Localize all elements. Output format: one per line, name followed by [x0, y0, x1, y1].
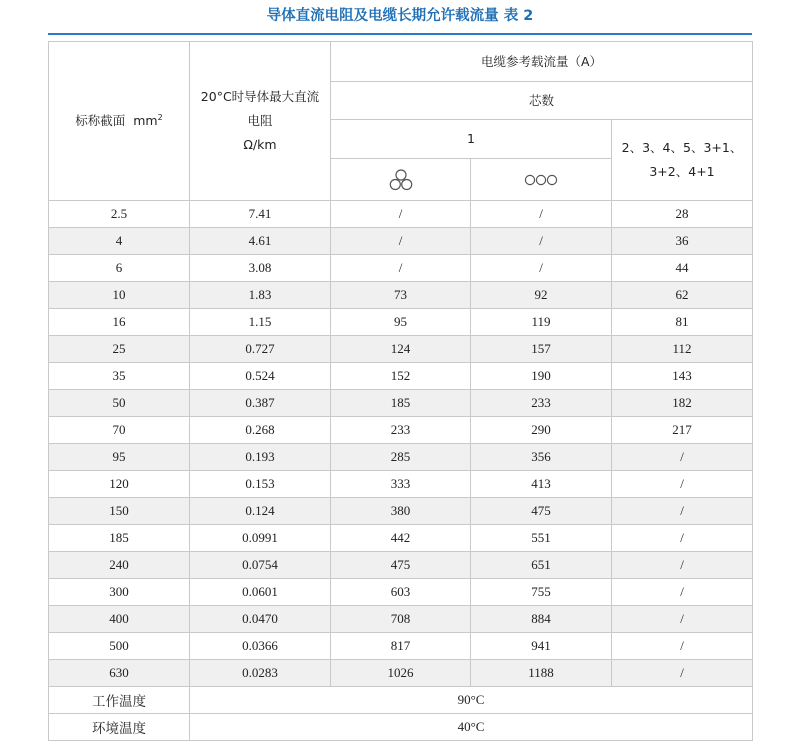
cell-resistance: 1.83: [190, 282, 331, 309]
cell-multi-core-ampacity: /: [612, 444, 753, 471]
cell-trefoil-ampacity: /: [331, 201, 471, 228]
cell-flat-ampacity: 551: [471, 525, 612, 552]
header-nominal-section-unit: mm: [133, 113, 158, 128]
header-single-core: 1: [331, 120, 612, 159]
table-row: [49, 255, 753, 282]
cell-area: 16: [49, 309, 190, 336]
cell-resistance: 3.08: [190, 255, 331, 282]
cell-multi-core-ampacity: 81: [612, 309, 753, 336]
cell-area: 2.5: [49, 201, 190, 228]
table-row: [49, 660, 753, 687]
table-row: [49, 363, 753, 390]
cell-resistance: 4.61: [190, 228, 331, 255]
cell-resistance: 0.268: [190, 417, 331, 444]
flat-arrangement-icon: [524, 173, 558, 187]
header-resistance-unit: Ω/km: [243, 137, 277, 152]
cell-flat-ampacity: 651: [471, 552, 612, 579]
header-cores: 芯数: [331, 82, 753, 120]
table-row: [49, 417, 753, 444]
cell-resistance: 0.387: [190, 390, 331, 417]
ambient-temp-value: 40°C: [190, 714, 753, 741]
cell-trefoil-ampacity: 333: [331, 471, 471, 498]
cell-area: 50: [49, 390, 190, 417]
header-nominal-section: [49, 42, 190, 201]
cell-flat-ampacity: 290: [471, 417, 612, 444]
cell-area: 10: [49, 282, 190, 309]
cell-multi-core-ampacity: /: [612, 525, 753, 552]
header-multi-core-line1: 2、3、4、5、3+1、: [621, 140, 743, 155]
table-row: [49, 606, 753, 633]
cell-multi-core-ampacity: 62: [612, 282, 753, 309]
cell-multi-core-ampacity: 36: [612, 228, 753, 255]
cell-multi-core-ampacity: 28: [612, 201, 753, 228]
cell-resistance: 0.153: [190, 471, 331, 498]
header-resistance-line2: 电阻: [247, 113, 273, 128]
cell-trefoil-ampacity: 233: [331, 417, 471, 444]
cell-flat-ampacity: 884: [471, 606, 612, 633]
cell-trefoil-ampacity: 817: [331, 633, 471, 660]
cell-flat-ampacity: 941: [471, 633, 612, 660]
header-unit-exponent: 2: [157, 112, 163, 122]
working-temp-value: 90°C: [190, 687, 753, 714]
cell-area: 500: [49, 633, 190, 660]
working-temp-label: 工作温度: [49, 687, 190, 714]
cell-area: 6: [49, 255, 190, 282]
table-title: 导体直流电阻及电缆长期允许载流量 表 2: [266, 8, 534, 24]
header-resistance: [190, 42, 331, 201]
cell-flat-ampacity: 1188: [471, 660, 612, 687]
cell-resistance: 0.0283: [190, 660, 331, 687]
cell-resistance: 0.0754: [190, 552, 331, 579]
header-multi-core: [612, 120, 753, 201]
cell-area: 150: [49, 498, 190, 525]
cell-multi-core-ampacity: /: [612, 579, 753, 606]
cell-flat-ampacity: 190: [471, 363, 612, 390]
cell-flat-ampacity: 413: [471, 471, 612, 498]
cell-area: 95: [49, 444, 190, 471]
cell-flat-ampacity: 233: [471, 390, 612, 417]
cell-area: 35: [49, 363, 190, 390]
cell-resistance: 0.193: [190, 444, 331, 471]
table-row: [49, 498, 753, 525]
cell-flat-ampacity: 92: [471, 282, 612, 309]
header-multi-core-line2: 3+2、4+1: [649, 164, 715, 179]
cell-trefoil-ampacity: 73: [331, 282, 471, 309]
cell-resistance: 0.727: [190, 336, 331, 363]
header-trefoil: [331, 159, 471, 201]
cell-area: 70: [49, 417, 190, 444]
cell-trefoil-ampacity: 442: [331, 525, 471, 552]
cell-trefoil-ampacity: 380: [331, 498, 471, 525]
cell-resistance: 0.0991: [190, 525, 331, 552]
cell-resistance: 0.0470: [190, 606, 331, 633]
header-nominal-section-label: 标称截面: [75, 113, 126, 128]
cell-trefoil-ampacity: 185: [331, 390, 471, 417]
cell-area: 240: [49, 552, 190, 579]
cell-flat-ampacity: 475: [471, 498, 612, 525]
cell-flat-ampacity: /: [471, 255, 612, 282]
cell-flat-ampacity: /: [471, 228, 612, 255]
cell-flat-ampacity: 356: [471, 444, 612, 471]
cell-trefoil-ampacity: 603: [331, 579, 471, 606]
cell-trefoil-ampacity: /: [331, 255, 471, 282]
header-flat: [471, 159, 612, 201]
cell-trefoil-ampacity: 285: [331, 444, 471, 471]
cell-multi-core-ampacity: /: [612, 552, 753, 579]
cell-area: 630: [49, 660, 190, 687]
cell-resistance: 0.0366: [190, 633, 331, 660]
cell-multi-core-ampacity: /: [612, 660, 753, 687]
cell-multi-core-ampacity: /: [612, 606, 753, 633]
cell-multi-core-ampacity: /: [612, 633, 753, 660]
table-row: [49, 201, 753, 228]
table-row: [49, 390, 753, 417]
title-rule: [48, 33, 752, 35]
cell-trefoil-ampacity: 152: [331, 363, 471, 390]
cell-resistance: 0.124: [190, 498, 331, 525]
header-capacity: 电缆参考载流量（A）: [331, 42, 753, 82]
cell-trefoil-ampacity: 475: [331, 552, 471, 579]
table-row: [49, 336, 753, 363]
table-row: [49, 525, 753, 552]
cell-area: 4: [49, 228, 190, 255]
cell-multi-core-ampacity: 44: [612, 255, 753, 282]
table-row: [49, 633, 753, 660]
cell-resistance: 1.15: [190, 309, 331, 336]
header-resistance-line1: 20°C时导体最大直流: [200, 89, 320, 104]
trefoil-arrangement-icon: [388, 168, 414, 192]
cell-resistance: 7.41: [190, 201, 331, 228]
table-row: [49, 309, 753, 336]
cell-flat-ampacity: /: [471, 201, 612, 228]
ambient-temp-label: 环境温度: [49, 714, 190, 741]
table-row: [49, 471, 753, 498]
cell-area: 25: [49, 336, 190, 363]
cell-area: 300: [49, 579, 190, 606]
cell-trefoil-ampacity: 124: [331, 336, 471, 363]
cell-trefoil-ampacity: /: [331, 228, 471, 255]
cell-multi-core-ampacity: /: [612, 471, 753, 498]
cell-resistance: 0.524: [190, 363, 331, 390]
cell-multi-core-ampacity: /: [612, 498, 753, 525]
table-row: [49, 228, 753, 255]
cable-spec-table: [48, 41, 753, 741]
cell-multi-core-ampacity: 143: [612, 363, 753, 390]
table-row: [49, 579, 753, 606]
cell-flat-ampacity: 157: [471, 336, 612, 363]
cell-multi-core-ampacity: 217: [612, 417, 753, 444]
cell-area: 185: [49, 525, 190, 552]
cell-multi-core-ampacity: 112: [612, 336, 753, 363]
cell-trefoil-ampacity: 95: [331, 309, 471, 336]
cell-resistance: 0.0601: [190, 579, 331, 606]
cell-trefoil-ampacity: 708: [331, 606, 471, 633]
cell-multi-core-ampacity: 182: [612, 390, 753, 417]
cell-area: 120: [49, 471, 190, 498]
cell-area: 400: [49, 606, 190, 633]
cell-flat-ampacity: 755: [471, 579, 612, 606]
table-row: [49, 552, 753, 579]
cell-flat-ampacity: 119: [471, 309, 612, 336]
cell-trefoil-ampacity: 1026: [331, 660, 471, 687]
table-row: [49, 444, 753, 471]
table-row: [49, 282, 753, 309]
